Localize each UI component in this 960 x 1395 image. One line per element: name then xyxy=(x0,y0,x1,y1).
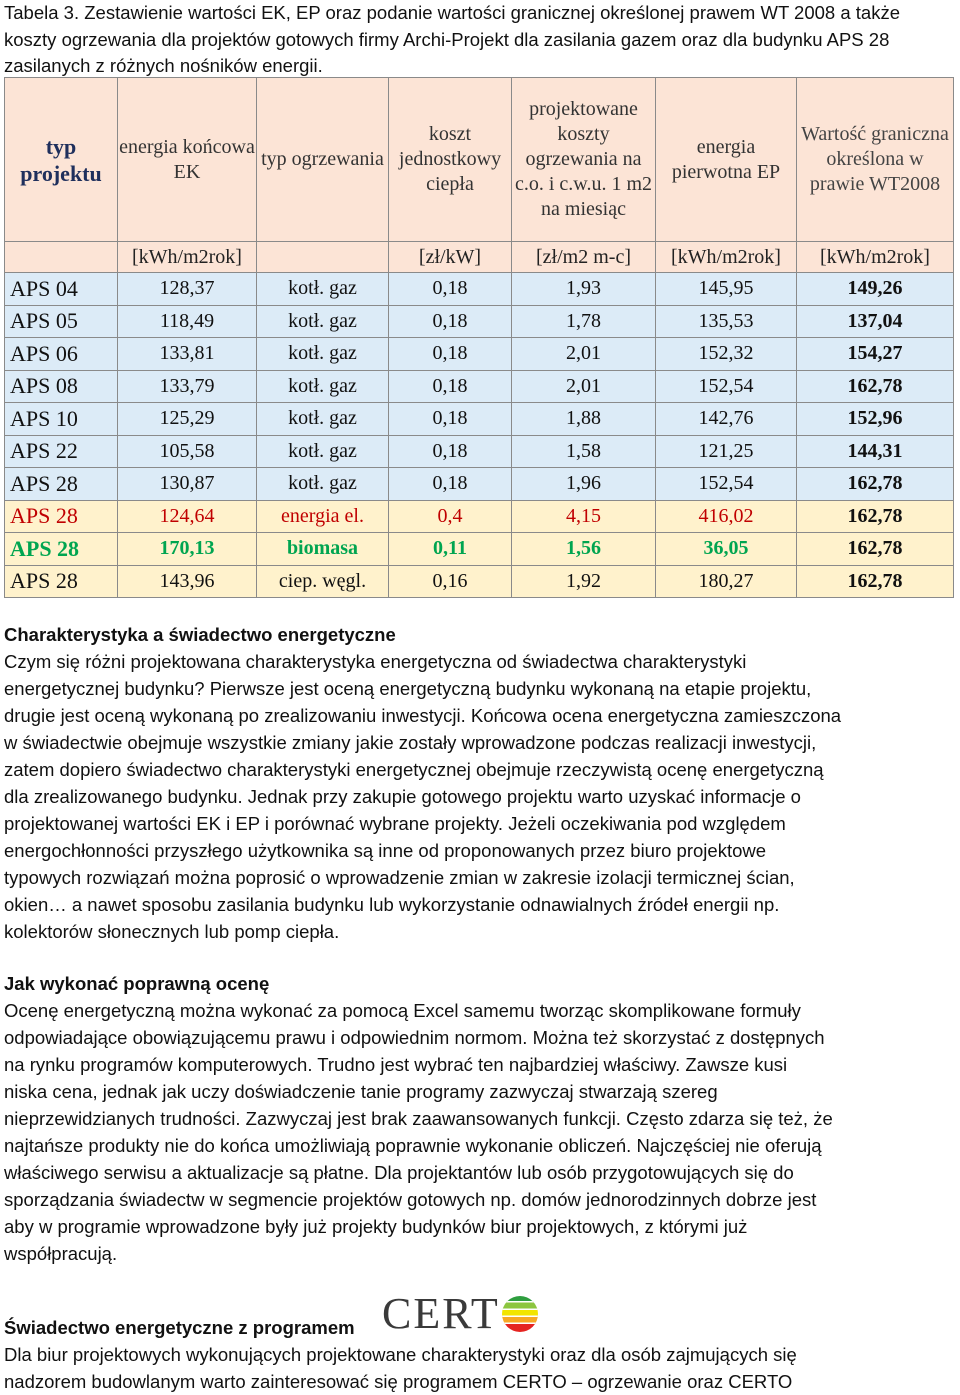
header-energia-pierwotna: energia pierwotna EP xyxy=(656,78,797,242)
text-line: nieprzewidzianych trudności. Zazwyczaj jest brak zaawansowanych funkcji. Często zdarza się też, że xyxy=(4,1108,833,1129)
table-row xyxy=(5,435,954,468)
table-row xyxy=(5,370,954,403)
cell-projektowane: 1,92 xyxy=(512,565,656,598)
header-typ-projektu: typ projektu xyxy=(5,78,118,242)
cell-ek: 125,29 xyxy=(118,403,257,436)
section-paragraph xyxy=(4,648,954,945)
text-line: niska cena, jednak jak uczy doświadczenie tanie programy zazwyczaj stwarzają szereg xyxy=(4,1081,718,1102)
cell-ep: 142,76 xyxy=(656,403,797,436)
cell-koszt: 0,18 xyxy=(389,338,512,371)
cell-koszt: 0,4 xyxy=(389,500,512,533)
cell-ep: 121,25 xyxy=(656,435,797,468)
cell-ep: 152,54 xyxy=(656,370,797,403)
cell-projektowane: 1,96 xyxy=(512,468,656,501)
table-caption: Tabela 3. Zestawienie wartości EK, EP oraz podanie wartości granicznej określonej prawem WT 2008 a także koszty ogrzewania dla projektów gotowych firmy Archi-Projekt dla zasilania gazem oraz dla budynku APS 28 zasilanych z różnych nośników energii. xyxy=(4,2,900,76)
cell-ek: 143,96 xyxy=(118,565,257,598)
text-line: okien… a nawet sposobu zasilania budynku lub wykorzystanie odnawialnych źródeł energii np. xyxy=(4,894,780,915)
cell-projekt: APS 22 xyxy=(5,435,118,468)
cell-wt: 162,78 xyxy=(797,533,954,566)
cell-koszt: 0,16 xyxy=(389,565,512,598)
cell-projekt: APS 28 xyxy=(5,565,118,598)
cell-koszt: 0,18 xyxy=(389,403,512,436)
cell-typ-ogrzewania: kotł. gaz xyxy=(257,468,389,501)
cell-ep: 135,53 xyxy=(656,305,797,338)
section-heading: Charakterystyka a świadectwo energetyczne xyxy=(4,624,396,645)
cell-typ-ogrzewania: kotł. gaz xyxy=(257,370,389,403)
cell-ek: 130,87 xyxy=(118,468,257,501)
text-line: najtańsze produkty nie do końca umożliwiają poprawnie wykonanie obliczeń. Najczęściej nie oferują xyxy=(4,1135,822,1156)
cell-ep: 36,05 xyxy=(656,533,797,566)
text-line: odpowiadające obowiązującemu prawu i odpowiednim normom. Można też skorzystać z dostępnych xyxy=(4,1027,825,1048)
table-row xyxy=(5,403,954,436)
cell-wt: 162,78 xyxy=(797,370,954,403)
table-body xyxy=(5,273,954,598)
cell-ek: 133,81 xyxy=(118,338,257,371)
unit-ek: [kWh/m2rok] xyxy=(118,242,257,273)
table-units-row xyxy=(5,242,954,273)
cell-wt: 162,78 xyxy=(797,468,954,501)
text-line: kolektorów słonecznych lub pomp ciepła. xyxy=(4,921,340,942)
cell-wt: 137,04 xyxy=(797,305,954,338)
section-jak-wykonac xyxy=(4,970,954,1267)
cell-ek: 105,58 xyxy=(118,435,257,468)
section-heading: Jak wykonać poprawną ocenę xyxy=(4,973,270,994)
section-paragraph xyxy=(4,997,954,1267)
unit-projektowane: [zł/m2 m-c] xyxy=(512,242,656,273)
unit-wt: [kWh/m2rok] xyxy=(797,242,954,273)
table-row xyxy=(5,338,954,371)
section-heading: Świadectwo energetyczne z programem xyxy=(4,1317,355,1338)
text-line: współpracują. xyxy=(4,1243,118,1264)
text-line: właściwego serwisu a aktualizacje są płatne. Dla projektantów lub osób przygotowujących się do xyxy=(4,1162,794,1183)
text-line: Czym się różni projektowana charakterystyka energetyczna od świadectwa charakterystyki xyxy=(4,651,747,672)
cell-typ-ogrzewania: ciep. węgl. xyxy=(257,565,389,598)
cell-typ-ogrzewania: energia el. xyxy=(257,500,389,533)
table-row xyxy=(5,533,954,566)
text-line: energochłonności przyszłego użytkownika są inne od proponowanych przez biuro projektowe xyxy=(4,840,767,861)
cell-typ-ogrzewania: kotł. gaz xyxy=(257,435,389,468)
cell-ek: 133,79 xyxy=(118,370,257,403)
cell-koszt: 0,18 xyxy=(389,435,512,468)
cell-projekt: APS 28 xyxy=(5,500,118,533)
unit-ep: [kWh/m2rok] xyxy=(656,242,797,273)
cell-koszt: 0,18 xyxy=(389,305,512,338)
table-row xyxy=(5,500,954,533)
header-typ-ogrzewania: typ ogrzewania xyxy=(257,78,389,242)
text-line: w świadectwie obejmuje wszystkie zmiany jakie zostały wprowadzone podczas realizacji inwestycji, xyxy=(4,732,817,753)
cell-projekt: APS 28 xyxy=(5,533,118,566)
cell-koszt: 0,18 xyxy=(389,273,512,306)
cell-ep: 416,02 xyxy=(656,500,797,533)
cell-projektowane: 1,88 xyxy=(512,403,656,436)
cell-wt: 162,78 xyxy=(797,500,954,533)
cell-ep: 152,32 xyxy=(656,338,797,371)
text-line: energetycznej budynku? Pierwsze jest oceną energetyczną budynku wykonaną na etapie projektu, xyxy=(4,678,812,699)
cell-projektowane: 2,01 xyxy=(512,338,656,371)
text-line: Dla biur projektowych wykonujących projektowane charakterystyki oraz dla osób zajmujących się xyxy=(4,1344,797,1365)
text-line: projektowanej wartości EK i EP i porównać wybrane projekty. Jeżeli oczekiwania pod względem xyxy=(4,813,786,834)
cell-projekt: APS 28 xyxy=(5,468,118,501)
unit-empty xyxy=(257,242,389,273)
cell-projektowane: 1,58 xyxy=(512,435,656,468)
table-row xyxy=(5,565,954,598)
cell-koszt: 0,18 xyxy=(389,468,512,501)
cell-typ-ogrzewania: kotł. gaz xyxy=(257,403,389,436)
table-row xyxy=(5,468,954,501)
header-projektowane-koszty: projektowane koszty ogrzewania na c.o. i c.w.u. 1 m2 na miesiąc xyxy=(512,78,656,242)
cell-ep: 152,54 xyxy=(656,468,797,501)
text-line: nadzorem budowlanym warto zainteresować się programem CERTO – ogrzewanie oraz CERTO xyxy=(4,1371,793,1392)
text-line: drugie jest oceną wykonaną po zrealizowaniu inwestycji. Końcowa ocena energetyczna zamieszczona xyxy=(4,705,842,726)
cell-ep: 180,27 xyxy=(656,565,797,598)
unit-koszt: [zł/kW] xyxy=(389,242,512,273)
text-line: Ocenę energetyczną można wykonać za pomocą Excel samemu tworząc skomplikowane formuły xyxy=(4,1000,801,1021)
cell-projekt: APS 06 xyxy=(5,338,118,371)
cell-wt: 154,27 xyxy=(797,338,954,371)
table-header-row xyxy=(5,78,954,242)
cell-wt: 152,96 xyxy=(797,403,954,436)
section-charakterystyka xyxy=(4,621,954,945)
certo-logo xyxy=(382,1289,540,1338)
cell-projekt: APS 08 xyxy=(5,370,118,403)
cell-typ-ogrzewania: kotł. gaz xyxy=(257,305,389,338)
cell-projekt: APS 04 xyxy=(5,273,118,306)
cell-typ-ogrzewania: kotł. gaz xyxy=(257,338,389,371)
cell-projektowane: 4,15 xyxy=(512,500,656,533)
certo-logo-circle-icon xyxy=(500,1294,540,1334)
text-line: na rynku programów komputerowych. Trudno jest wybrać ten najbardziej właściwy. Zawsze kusi xyxy=(4,1054,788,1075)
table-row xyxy=(5,305,954,338)
cell-ep: 145,95 xyxy=(656,273,797,306)
unit-empty xyxy=(5,242,118,273)
cell-wt: 144,31 xyxy=(797,435,954,468)
header-wartosc-graniczna: Wartość graniczna określona w prawie WT2008 xyxy=(797,78,954,242)
cell-typ-ogrzewania: biomasa xyxy=(257,533,389,566)
text-line: zatem dopiero świadectwo charakterystyki energetycznej obejmuje rzeczywistą ocenę energetyczną xyxy=(4,759,824,780)
cell-wt: 149,26 xyxy=(797,273,954,306)
text-line: aby w programie wprowadzone były już projekty budynków biur projektowych, z którymi już xyxy=(4,1216,748,1237)
cell-koszt: 0,18 xyxy=(389,370,512,403)
text-line: typowych rozwiązań można poprosić o wprowadzenie zmian w zakresie izolacji termicznej ścian, xyxy=(4,867,795,888)
cell-projektowane: 1,93 xyxy=(512,273,656,306)
certo-logo-text: CERT xyxy=(382,1289,500,1338)
cell-projektowane: 2,01 xyxy=(512,370,656,403)
cell-projektowane: 1,56 xyxy=(512,533,656,566)
text-line: sporządzania świadectw w segmencie projektów gotowych np. domów jednorodzinnych dobrze jest xyxy=(4,1189,817,1210)
cell-koszt: 0,11 xyxy=(389,533,512,566)
energy-table xyxy=(4,77,954,598)
section-paragraph xyxy=(4,1341,954,1395)
header-energia-koncowa: energia końcowa EK xyxy=(118,78,257,242)
cell-ek: 124,64 xyxy=(118,500,257,533)
cell-wt: 162,78 xyxy=(797,565,954,598)
cell-projektowane: 1,78 xyxy=(512,305,656,338)
cell-ek: 118,49 xyxy=(118,305,257,338)
cell-ek: 170,13 xyxy=(118,533,257,566)
text-line: dla zrealizowanego budynku. Jednak przy zakupie gotowego projektu warto uzyskać informacje o xyxy=(4,786,801,807)
cell-ek: 128,37 xyxy=(118,273,257,306)
header-koszt: koszt jednostkowy ciepła xyxy=(389,78,512,242)
table-row xyxy=(5,273,954,306)
cell-projekt: APS 05 xyxy=(5,305,118,338)
cell-typ-ogrzewania: kotł. gaz xyxy=(257,273,389,306)
cell-projekt: APS 10 xyxy=(5,403,118,436)
